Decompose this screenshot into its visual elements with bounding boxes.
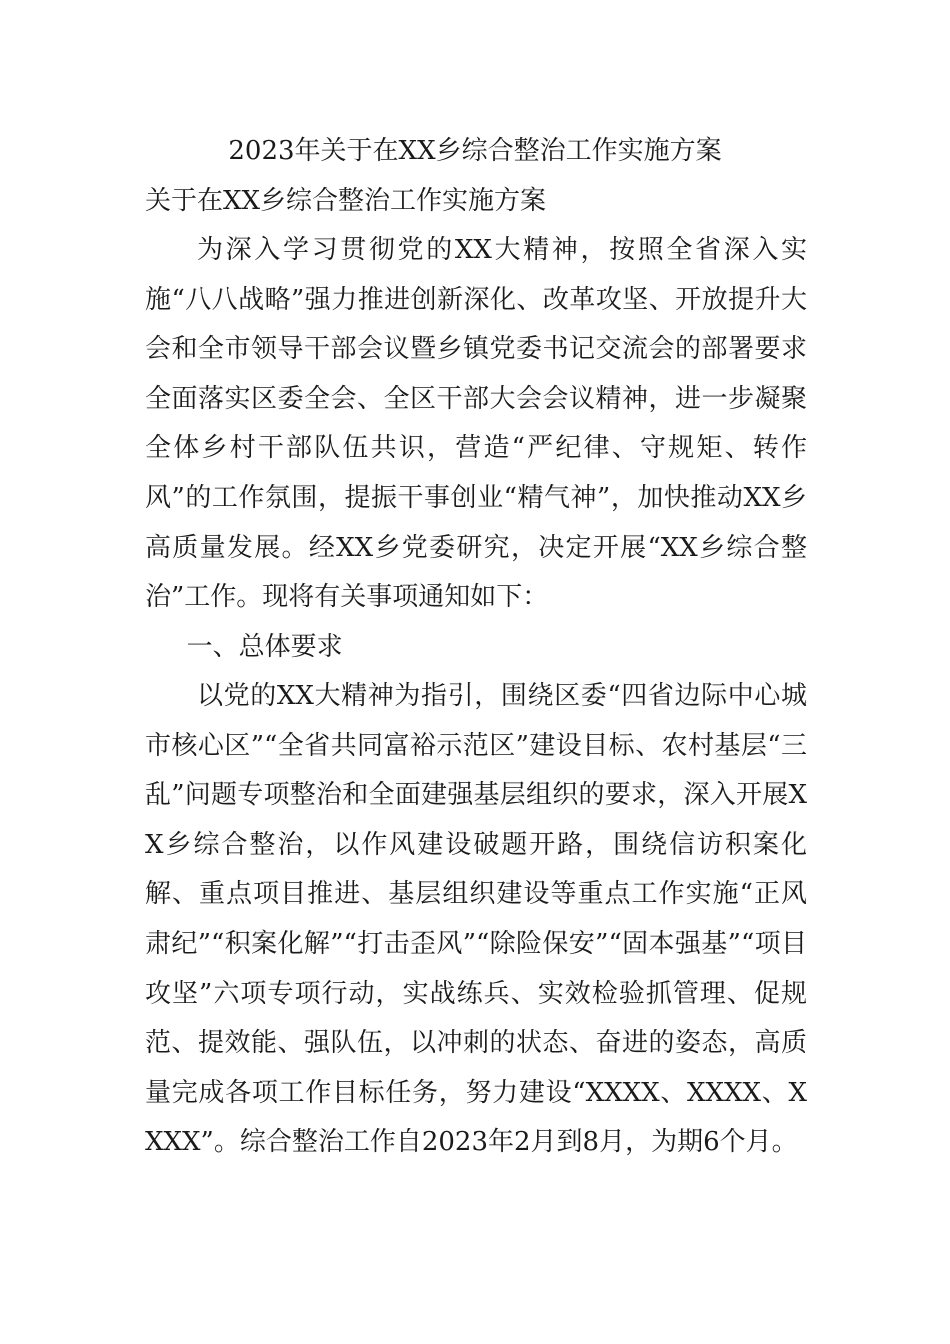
document-subtitle: 关于在XX乡综合整治工作实施方案 [145, 186, 547, 216]
general-requirements-paragraph: 以党的XX大精神为指引，围绕区委“四省边际中心城市核心区”“全省共同富裕示范区”建设目标、农村基层“三乱”问题专项整治和全面建强基层组织的要求，深入开展XX乡综合整治，以作风建设破题开路，围绕信访积案化解、重点项目推进、基层组织建设等重点工作实施“正风肃纪”“积案化解”“打击歪风”“除险保安”“固本强基”“项目攻坚”六项专项行动，实战练兵、实效检验抓管理、促规范、提效能、强队伍，以冲刺的状态、奋进的姿态，高质量完成各项工作目标任务，努力建设“XXXX、XXXX、XXXX”。综合整治工作自2023年2月到8月，为期6个月。 [145, 681, 807, 1158]
section-heading-general-requirements: 一、总体要求 [186, 632, 343, 662]
intro-paragraph: 为深入学习贯彻党的XX大精神，按照全省深入实施“八八战略”强力推进创新深化、改革攻坚、开放提升大会和全市领导干部会议暨乡镇党委书记交流会的部署要求全面落实区委全会、全区干部大会会议精神，进一步凝聚全体乡村干部队伍共识，营造“严纪律、守规矩、转作风”的工作氛围，提振干事创业“精气神”，加快推动XX乡高质量发展。经XX乡党委研究，决定开展“XX乡综合整治”工作。现将有关事项通知如下： [145, 235, 807, 613]
document-title: 2023年关于在XX乡综合整治工作实施方案 [228, 136, 722, 166]
